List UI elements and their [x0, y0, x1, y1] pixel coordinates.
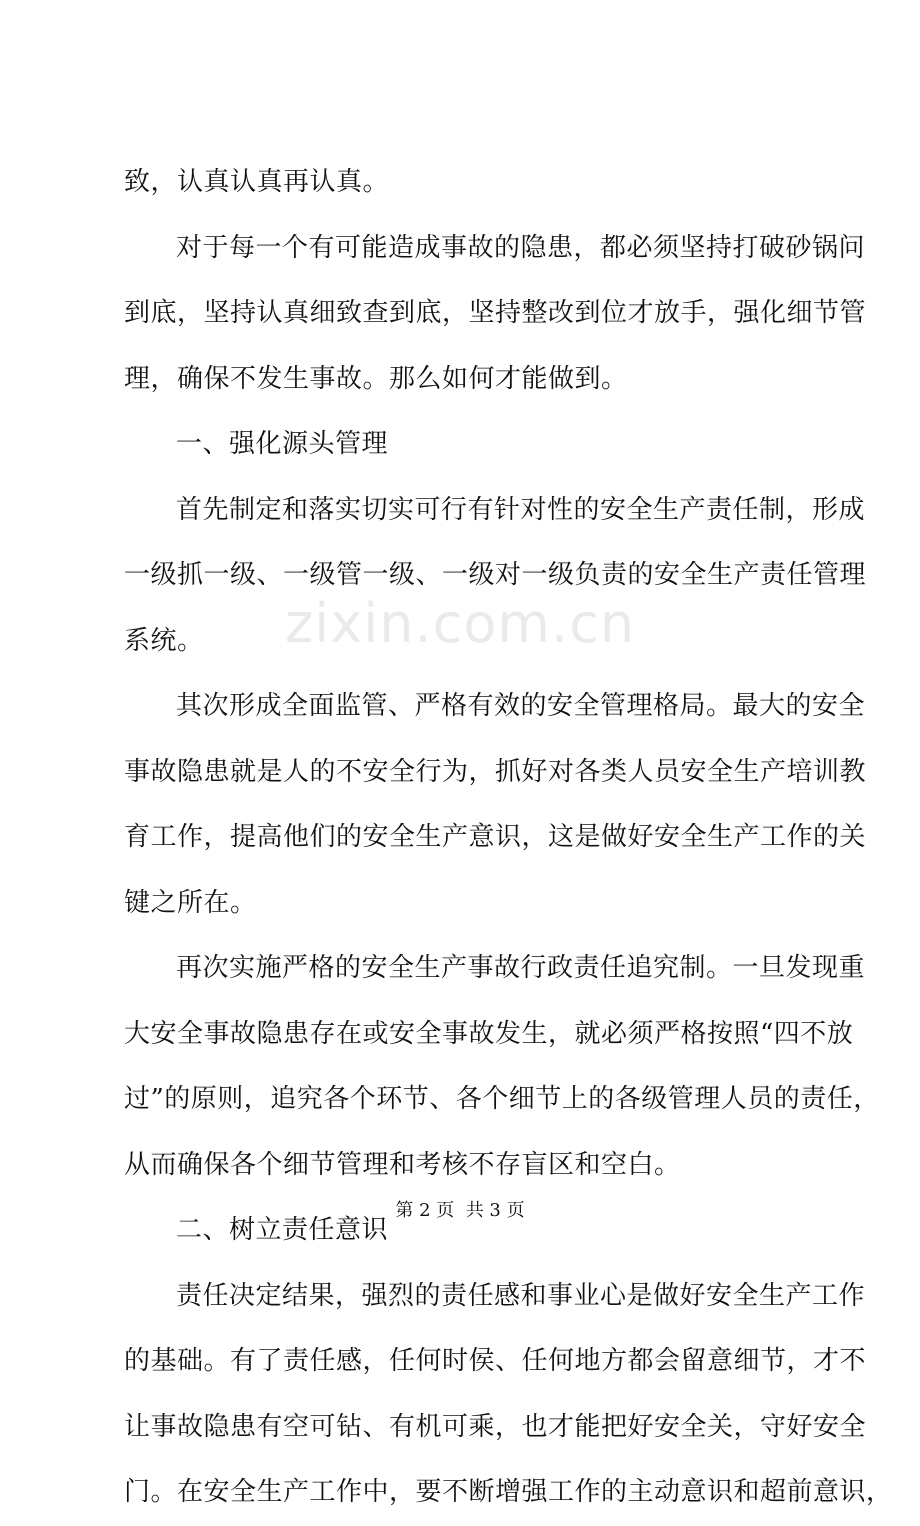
paragraph-start: 责任决定结果，强烈的责任感和事业心是做好安全生产工作 — [176, 1280, 866, 1311]
text-line: 键之所在。 — [124, 887, 257, 918]
text-line: 大安全事故隐患存在或安全事故发生，就必须严格按照“四不放 — [124, 1018, 854, 1049]
watermark: zixin.com.cn — [284, 592, 636, 655]
paragraph-start: 首先制定和落实切实可行有针对性的安全生产责任制，形成 — [176, 494, 866, 525]
text-line: 过”的原则，追究各个环节、各个细节上的各级管理人员的责任， — [124, 1084, 880, 1114]
text-line: 系统。 — [124, 625, 204, 656]
paragraph-start: 对于每一个有可能造成事故的隐患，都必须坚持打破砂锅问 — [176, 232, 866, 263]
text-line: 到底，坚持认真细致查到底，坚持整改到位才放手，强化细节管 — [124, 298, 867, 328]
text-line: 一级抓一级、一级管一级、一级对一级负责的安全生产责任管理 — [124, 560, 867, 590]
text-line: 让事故隐患有空可钻、有机可乘，也才能把好安全关，守好安全 — [124, 1411, 867, 1442]
section-heading-1: 一、强化源头管理 — [176, 429, 389, 459]
text-line: 从而确保各个细节管理和考核不存盲区和空白。 — [124, 1149, 681, 1180]
document-body — [124, 150, 893, 1526]
text-line: 事故隐患就是人的不安全行为，抓好对各类人员安全生产培训教 — [124, 756, 867, 787]
text-line: 理，确保不发生事故。那么如何才能做到。 — [124, 363, 628, 394]
text-line: 致，认真认真再认真。 — [124, 167, 390, 197]
text-line: 育工作，提高他们的安全生产意识，这是做好安全生产工作的关 — [124, 822, 867, 852]
page-number: 第 2 页 共 3 页 — [395, 1200, 525, 1221]
section-heading-2: 二、树立责任意识 — [176, 1215, 389, 1245]
paragraph-start: 再次实施严格的安全生产事故行政责任追究制。一旦发现重 — [176, 953, 866, 983]
text-line: 的基础。有了责任感，任何时侯、任何地方都会留意细节，才不 — [124, 1346, 867, 1376]
text-line: 门。在安全生产工作中，要不断增强工作的主动意识和超前意识， — [124, 1477, 893, 1507]
page-footer — [0, 1196, 920, 1222]
paragraph-start: 其次形成全面监管、严格有效的安全管理格局。最大的安全 — [176, 691, 866, 721]
